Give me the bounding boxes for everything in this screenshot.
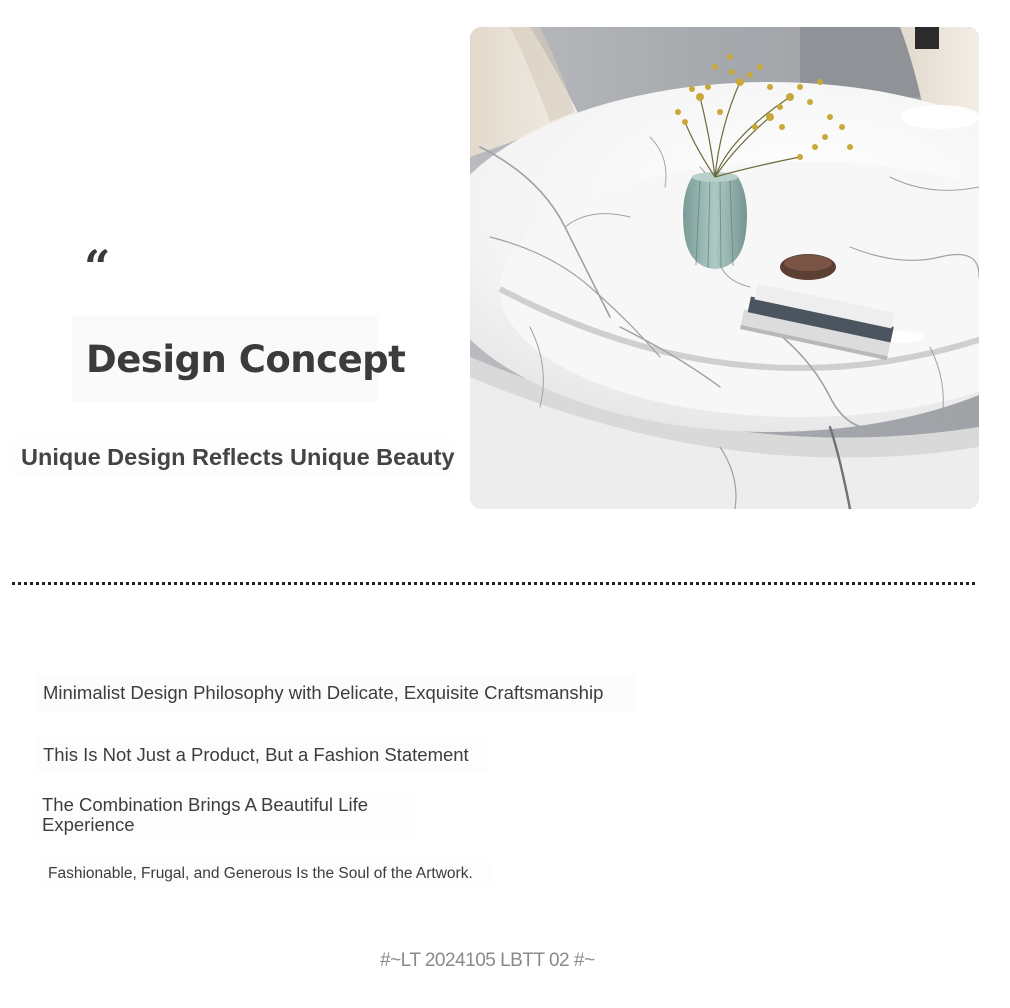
- product-photo: [470, 27, 979, 509]
- feature-line-2: This Is Not Just a Product, But a Fashion Statement: [36, 738, 489, 772]
- title-box: [72, 316, 406, 402]
- feature-line-4: Fashionable, Frugal, and Generous Is the Soul of the Artwork.: [40, 862, 493, 886]
- quote-mark-icon: “: [84, 240, 111, 294]
- feature-line-3: The Combination Brings A Beautiful Life Experience: [34, 792, 414, 838]
- page-title: Design Concept: [86, 337, 406, 381]
- subtitle-box: [14, 438, 454, 476]
- page-subtitle: Unique Design Reflects Unique Beauty: [21, 443, 455, 470]
- dotted-divider: [12, 582, 975, 585]
- marble-table-illustration: [470, 27, 979, 509]
- product-code: #~LT 2024105 LBTT 02 #~: [380, 950, 595, 971]
- feature-line-1: Minimalist Design Philosophy with Delicate, Exquisite Craftsmanship: [36, 674, 636, 712]
